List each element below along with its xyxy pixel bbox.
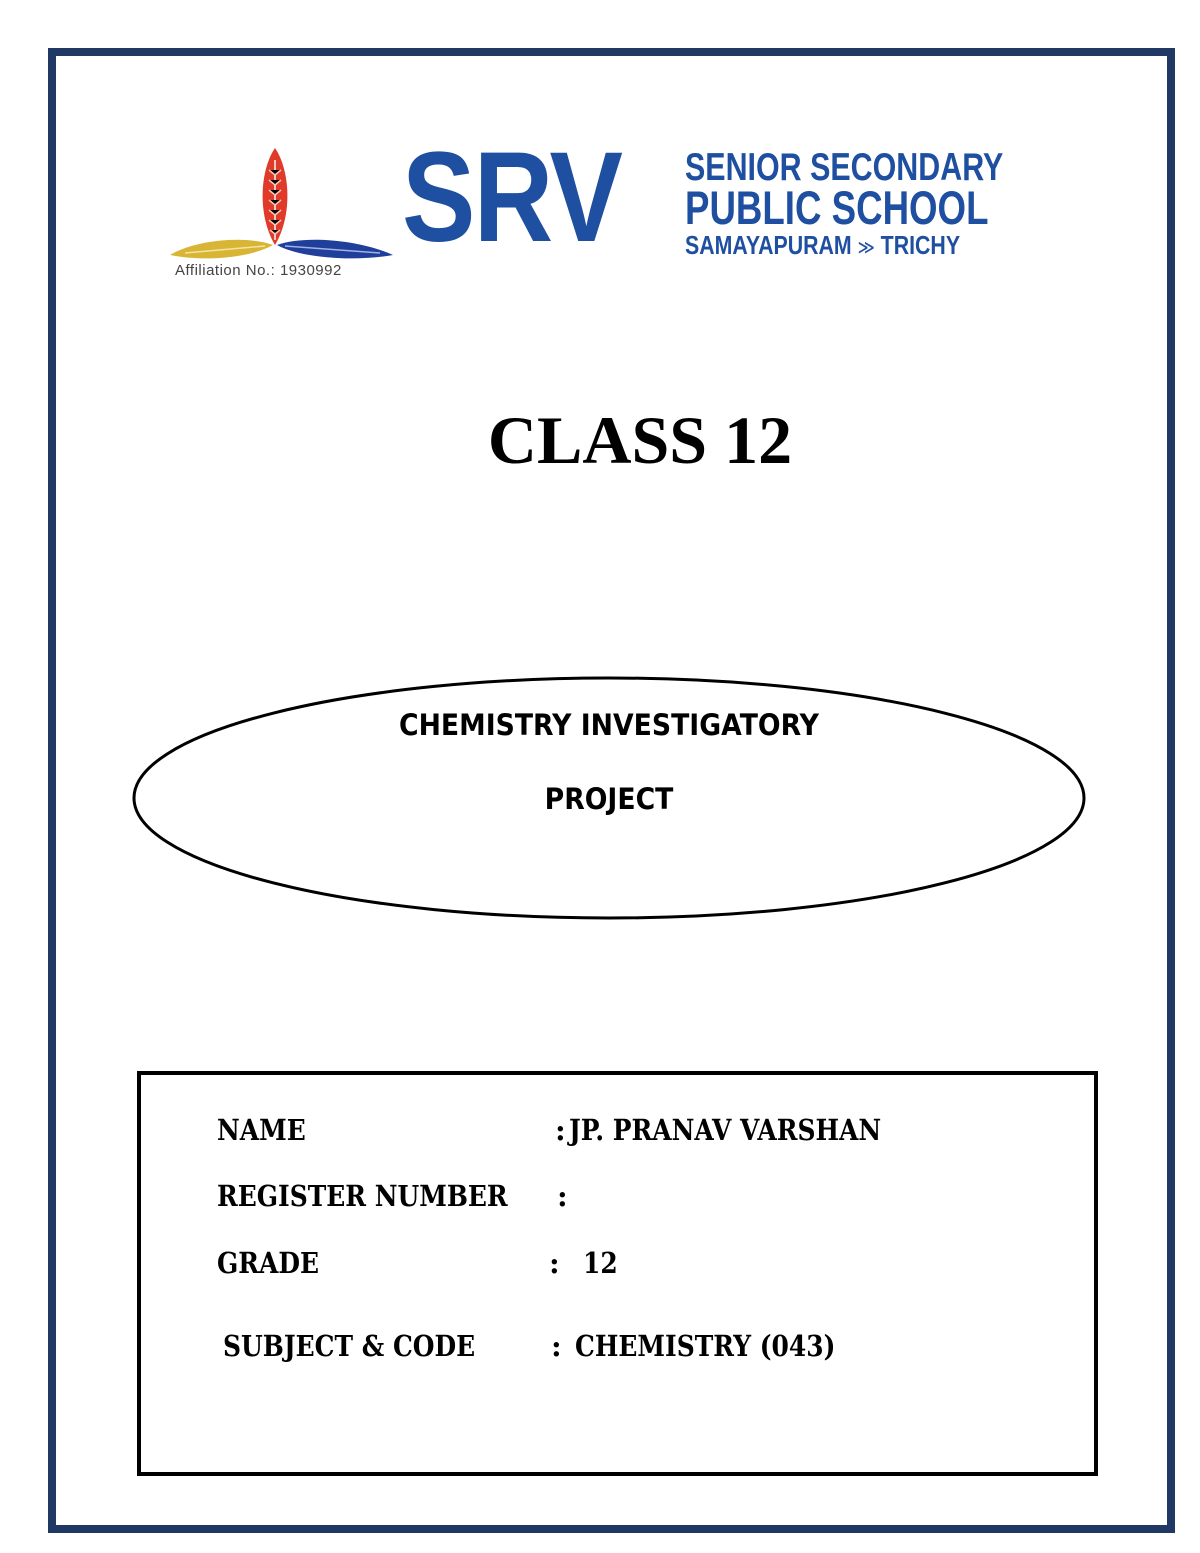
- info-label: REGISTER NUMBER: [217, 1179, 508, 1213]
- double-chevron-icon: ≫: [857, 237, 875, 259]
- school-name: [685, 146, 1093, 263]
- project-title-ellipse: [130, 674, 1088, 924]
- location-city: TRICHY: [880, 230, 961, 260]
- info-value-grade: 12: [583, 1246, 618, 1280]
- project-title-line2: PROJECT: [544, 782, 674, 816]
- info-separator: :: [555, 1113, 566, 1147]
- info-label: GRADE: [217, 1246, 320, 1280]
- info-separator: :: [549, 1246, 560, 1280]
- student-info-box: [137, 1071, 1098, 1476]
- class-title: CLASS 12: [487, 402, 793, 478]
- leaf-emblem-icon: [165, 140, 400, 265]
- info-label: SUBJECT & CODE: [223, 1329, 476, 1363]
- info-separator: :: [551, 1329, 562, 1363]
- info-separator: :: [557, 1179, 568, 1213]
- school-logo: [165, 126, 1080, 285]
- location-town: SAMAYAPURAM: [685, 230, 852, 260]
- school-name-line1: SENIOR SECONDARY: [685, 146, 1004, 189]
- project-title-line1: CHEMISTRY INVESTIGATORY: [399, 708, 819, 742]
- school-location: [685, 230, 1020, 263]
- info-value-subject-code: CHEMISTRY (043): [575, 1329, 836, 1363]
- school-name-line2: PUBLIC SCHOOL: [685, 181, 989, 234]
- info-value-name: JP. PRANAV VARSHAN: [569, 1113, 882, 1147]
- logo-abbreviation: SRV: [402, 126, 622, 269]
- info-label: NAME: [217, 1113, 306, 1147]
- affiliation-number: Affiliation No.: 1930992: [175, 262, 342, 279]
